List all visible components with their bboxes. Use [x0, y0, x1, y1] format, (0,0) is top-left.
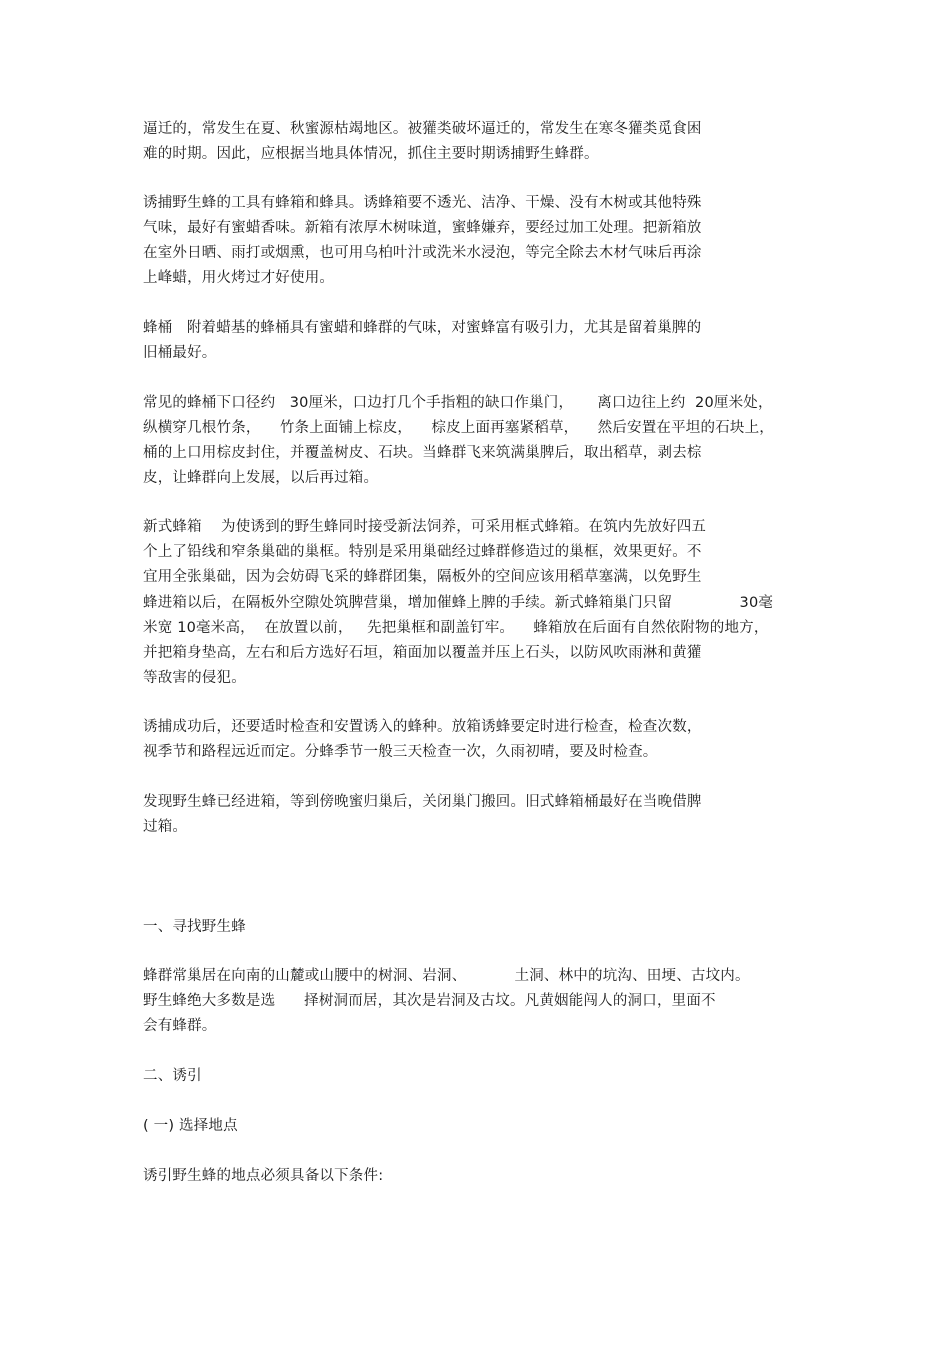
paragraph-line: 米宽 10毫米高， 在放置以前， 先把巢框和副盖钉牢。 蜂箱放在后面有自然依附物的地方， — [143, 620, 769, 636]
paragraph-line: 蜂桶 附着蜡基的蜂桶具有蜜蜡和蜂群的气味，对蜜蜂富有吸引力，尤其是留着巢脾的 — [143, 320, 702, 336]
paragraph-line: 逼迁的，常发生在夏、秋蜜源枯竭地区。被獾类破坏逼迁的，常发生在寒冬獾类觅食困 — [143, 121, 702, 137]
paragraph-line: 难的时期。因此，应根据当地具体情况，抓住主要时期诱捕野生蜂群。 — [143, 146, 599, 162]
paragraph-line: 过箱。 — [143, 819, 188, 835]
subsection-heading: ( 一) 选择地点 — [143, 1118, 238, 1134]
paragraph-line: 蜂进箱以后，在隔板外空隙处筑脾营巢，增加催蜂上脾的手续。新式蜂箱巢门只留 30毫 — [143, 595, 774, 611]
paragraph-line: 新式蜂箱 为使诱到的野生蜂同时接受新法饲养，可采用框式蜂箱。在筑内先放好四五 — [143, 519, 707, 535]
paragraph-line: 在室外日晒、雨打或烟熏，也可用乌柏叶汁或洗米水浸泡，等完全除去木材气味后再涂 — [143, 245, 702, 261]
paragraph-line: 纵横穿几根竹条， 竹条上面铺上棕皮， 棕皮上面再塞紧稻草， 然后安置在平坦的石块上， — [143, 420, 775, 436]
paragraph-line: 桶的上口用棕皮封住，并覆盖树皮、石块。当蜂群飞来筑满巢脾后，取出稻草，剥去棕 — [143, 445, 702, 461]
paragraph-line: 等敌害的侵犯。 — [143, 670, 246, 686]
paragraph-line: 诱捕野生蜂的工具有蜂箱和蜂具。诱蜂箱要不透光、洁净、干燥、没有木树或其他特殊 — [143, 195, 702, 211]
paragraph-line: 并把箱身垫高，左右和后方选好石垣，箱面加以覆盖并压上石头，以防风吹雨淋和黄獾 — [143, 645, 702, 661]
paragraph-line: 诱引野生蜂的地点必须具备以下条件: — [143, 1168, 384, 1184]
section-heading: 二、诱引 — [143, 1068, 202, 1084]
paragraph-line: 蜂群常巢居在向南的山麓或山腰中的树洞、岩洞、 土洞、林中的坑沟、田埂、古坟内。 — [143, 968, 750, 984]
paragraph-line: 旧桶最好。 — [143, 345, 217, 361]
paragraph-line: 会有蜂群。 — [143, 1018, 217, 1034]
paragraph-line: 视季节和路程远近而定。分蜂季节一般三天检查一次，久雨初晴，要及时检查。 — [143, 744, 658, 760]
paragraph-line: 气味，最好有蜜蜡香味。新箱有浓厚木树味道，蜜蜂嫌弃，要经过加工处理。把新箱放 — [143, 220, 702, 236]
paragraph-line: 个上了铅线和窄条巢础的巢框。特别是采用巢础经过蜂群修造过的巢框，效果更好。不 — [143, 544, 702, 560]
section-heading: 一、寻找野生蜂 — [143, 919, 246, 935]
paragraph-line: 常见的蜂桶下口径约 30厘米，口边打几个手指粗的缺口作巢门， 离口边往上约 20厘米处， — [143, 395, 773, 411]
paragraph-line: 上峰蜡，用火烤过才好使用。 — [143, 270, 335, 286]
paragraph-line: 宜用全张巢础，因为会妨碍飞采的蜂群团集，隔板外的空间应该用稻草塞满，以免野生 — [143, 569, 702, 585]
paragraph-line: 诱捕成功后，还要适时检查和安置诱入的蜂种。放箱诱蜂要定时进行检查，检查次数， — [143, 719, 702, 735]
paragraph-line: 野生蜂绝大多数是选 择树洞而居，其次是岩洞及古坟。凡黄姻能闯人的洞口，里面不 — [143, 993, 716, 1009]
paragraph-line: 皮，让蜂群向上发展，以后再过箱。 — [143, 470, 379, 486]
paragraph-line: 发现野生蜂已经进箱，等到傍晚蜜归巢后，关闭巢门搬回。旧式蜂箱桶最好在当晚借脾 — [143, 794, 702, 810]
